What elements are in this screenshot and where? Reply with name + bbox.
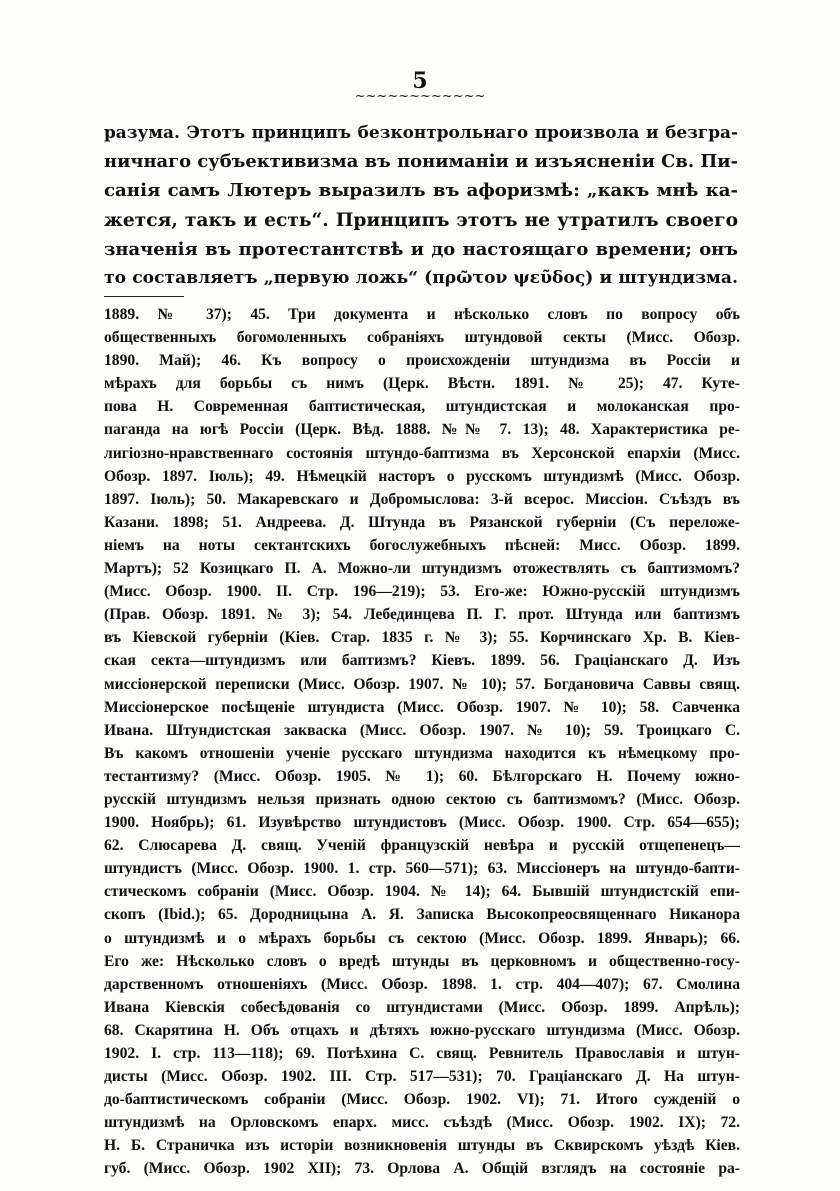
footnote-line: дарственномъ отношеніяхъ (Мисс. Обозр. 1898. 1. стр. 404—407); 67. Смолина (104, 975, 740, 993)
footnote-line: ская секта—штундизмъ или баптизмъ? Кіевъ. 1899. 56. Граціанскаго Д. Изъ (104, 652, 740, 670)
footnote-line: 1890. Май); 46. Къ вопросу о происхожденіи штундизма въ Россіи и (104, 352, 740, 370)
page-number: 5 (412, 68, 428, 94)
footnotes (104, 303, 740, 1181)
footnote-line: Въ какомъ отношеніи ученіе русскаго штундизма находится къ нѣмецкому про- (104, 744, 740, 762)
footnote-line: Его же: Нѣсколько словъ о вредѣ штунды въ церковномъ и общественно-госу- (104, 952, 740, 970)
footnote-line: Миссіонерское посѣщеніе штундиста (Мисс. Обозр. 1907. № 10); 58. Савченка (104, 698, 740, 716)
footnote-line: 1897. Іюль); 50. Макаревскаго и Добромыслова: 3-й всерос. Миссіон. Съѣздъ въ (104, 490, 740, 508)
footnote-line: 1889. № 37); 45. Три документа и нѣсколько словъ по вопросу объ (104, 306, 740, 323)
footnote-line: Ивана. Штундистская закваска (Мисс. Обозр. 1907. № 10); 59. Троицкаго С. (104, 721, 740, 739)
footnote-line: штундизмѣ на Орловскомъ епарх. мисс. съѣздѣ (Мисс. Обозр. 1902. IX); 72. (104, 1114, 740, 1132)
footnote-line: Ивана Кіевскія собесѣдованія со штундистами (Мисс. Обозр. 1899. Апрѣль); (104, 998, 740, 1016)
ornament-divider: ~~~~~~~~~~~~ (354, 89, 486, 104)
footnote-line: Н. Б. Страничка изъ исторіи возникновенія штунды въ Сквирскомъ уѣздѣ Кіев. (104, 1137, 740, 1155)
main-text-line: разума. Этотъ принципъ безконтрольнаго произвола и безгра- (104, 122, 738, 142)
footnote-separator (104, 296, 184, 297)
footnote-line: (Мисс. Обозр. 1900. II. Стр. 196—219); 53. Его-же: Южно-русскій штундизмъ (104, 583, 740, 601)
footnote-line: Мартъ); 52 Козицкаго П. А. Можно-ли штундизмъ отожествлять съ баптизмомъ? (104, 560, 740, 578)
footnote-line: лигіозно-нравственнаго состоянія штундо-баптизма въ Херсонской епархіи (Мисс. (104, 444, 740, 462)
footnote-line: штундистъ (Мисс. Обозр. 1900. 1. стр. 560—571); 63. Миссіонеръ на штундо-бапти- (104, 860, 740, 878)
footnote-line: пова Н. Современная баптистическая, штундистская и молоканская про- (104, 398, 740, 416)
footnote-line: Казани. 1898; 51. Андреева. Д. Штунда въ Рязанской губерніи (Съ переложе- (104, 513, 740, 531)
main-text-line: ничнаго субъективизма въ пониманіи и изъясненіи Св. Пи- (104, 151, 738, 173)
footnote-line: тестантизму? (Мисс. Обозр. 1905. № 1); 60. Бѣлгорскаго Н. Почему южно- (104, 767, 740, 785)
main-text-line: жется, такъ и есть“. Принципъ этотъ не утратилъ своего (104, 208, 738, 231)
footnote-line: до-баптистическомъ собраніи (Мисс. Обозр. 1902. VI); 71. Итого сужденій о (104, 1091, 740, 1109)
footnote-line: стическомъ собраніи (Мисс. Обозр. 1904. № 14); 64. Бывшій штундистскій епи- (104, 883, 740, 901)
main-text-line: то составляетъ „первую ложь“ (πρῶτον ψεῦδος) и штундизма. (104, 267, 738, 288)
footnote-line: русскій штундизмъ нельзя признать одною сектою съ баптизмомъ? (Мисс. Обозр. (104, 790, 740, 808)
footnote-line: 62. Слюсарева Д. свящ. Ученій французскій невѣра и русскій отщепенецъ— (104, 837, 740, 855)
footnote-line: (Прав. Обозр. 1891. № 3); 54. Лебединцева П. Г. прот. Штунда или баптизмъ (104, 606, 740, 624)
footnote-line: Обозр. 1897. Іюль); 49. Нѣмецкій насторъ о русскомъ штундизмѣ (Мисс. Обозр. (104, 467, 740, 485)
footnote-line: дисты (Мисс. Обозр. 1902. III. Стр. 517—531); 70. Граціанскаго Д. На штун- (104, 1068, 740, 1086)
footnote-line: миссіонерской переписки (Мисс. Обозр. 1907. № 10); 57. Богдановича Саввы свящ. (104, 675, 740, 693)
footnote-line: 1900. Ноябрь); 61. Изувѣрство штундистовъ (Мисс. Обозр. 1900. Стр. 654—655); (104, 814, 740, 832)
footnote-line: губ. (Мисс. Обозр. 1902 XII); 73. Орлова А. Общій взглядъ на состояніе ра- (104, 1160, 740, 1178)
footnote-line: о штундизмѣ и о мѣрахъ борьбы съ сектою (Мисс. Обозр. 1899. Январь); 66. (104, 929, 740, 947)
footnote-line: общественныхъ богомоленныхъ собраніяхъ штундовой секты (Мисс. Обозр. (104, 329, 740, 347)
footnote-line: ніемъ на ноты сектантскихъ богослужебныхъ пѣсней: Мисс. Обозр. 1899. (104, 536, 740, 554)
footnote-line: мѣрахъ для борьбы съ нимъ (Церк. Вѣстн. 1891. № 25); 47. Куте- (104, 375, 740, 393)
main-text-line: значенія въ протестантствѣ и до настоящаго времени; онъ (104, 238, 738, 260)
footnote-line: скопъ (Ibid.); 65. Дородницына А. Я. Записка Высокопреосвященнаго Никанора (104, 906, 740, 924)
footnote-line: 68. Скарятина Н. Объ отцахъ и дѣтяхъ южно-русскаго штундизма (Мисс. Обозр. (104, 1021, 740, 1039)
main-text-line: санія самъ Лютеръ выразилъ въ афоризмѣ: „какъ мнѣ ка- (104, 180, 738, 202)
footnote-line: въ Кіевской губерніи (Кіев. Стар. 1835 г. № 3); 55. Корчинскаго Хр. В. Кіев- (104, 629, 740, 647)
footnote-line: 1902. I. стр. 113—118); 69. Потѣхина С. свящ. Ревнитель Православія и штун- (104, 1045, 740, 1062)
footnote-line: паганда на югѣ Россіи (Церк. Вѣд. 1888. №№ 7. 13); 48. Характеристика ре- (104, 421, 740, 439)
main-text (104, 118, 738, 293)
